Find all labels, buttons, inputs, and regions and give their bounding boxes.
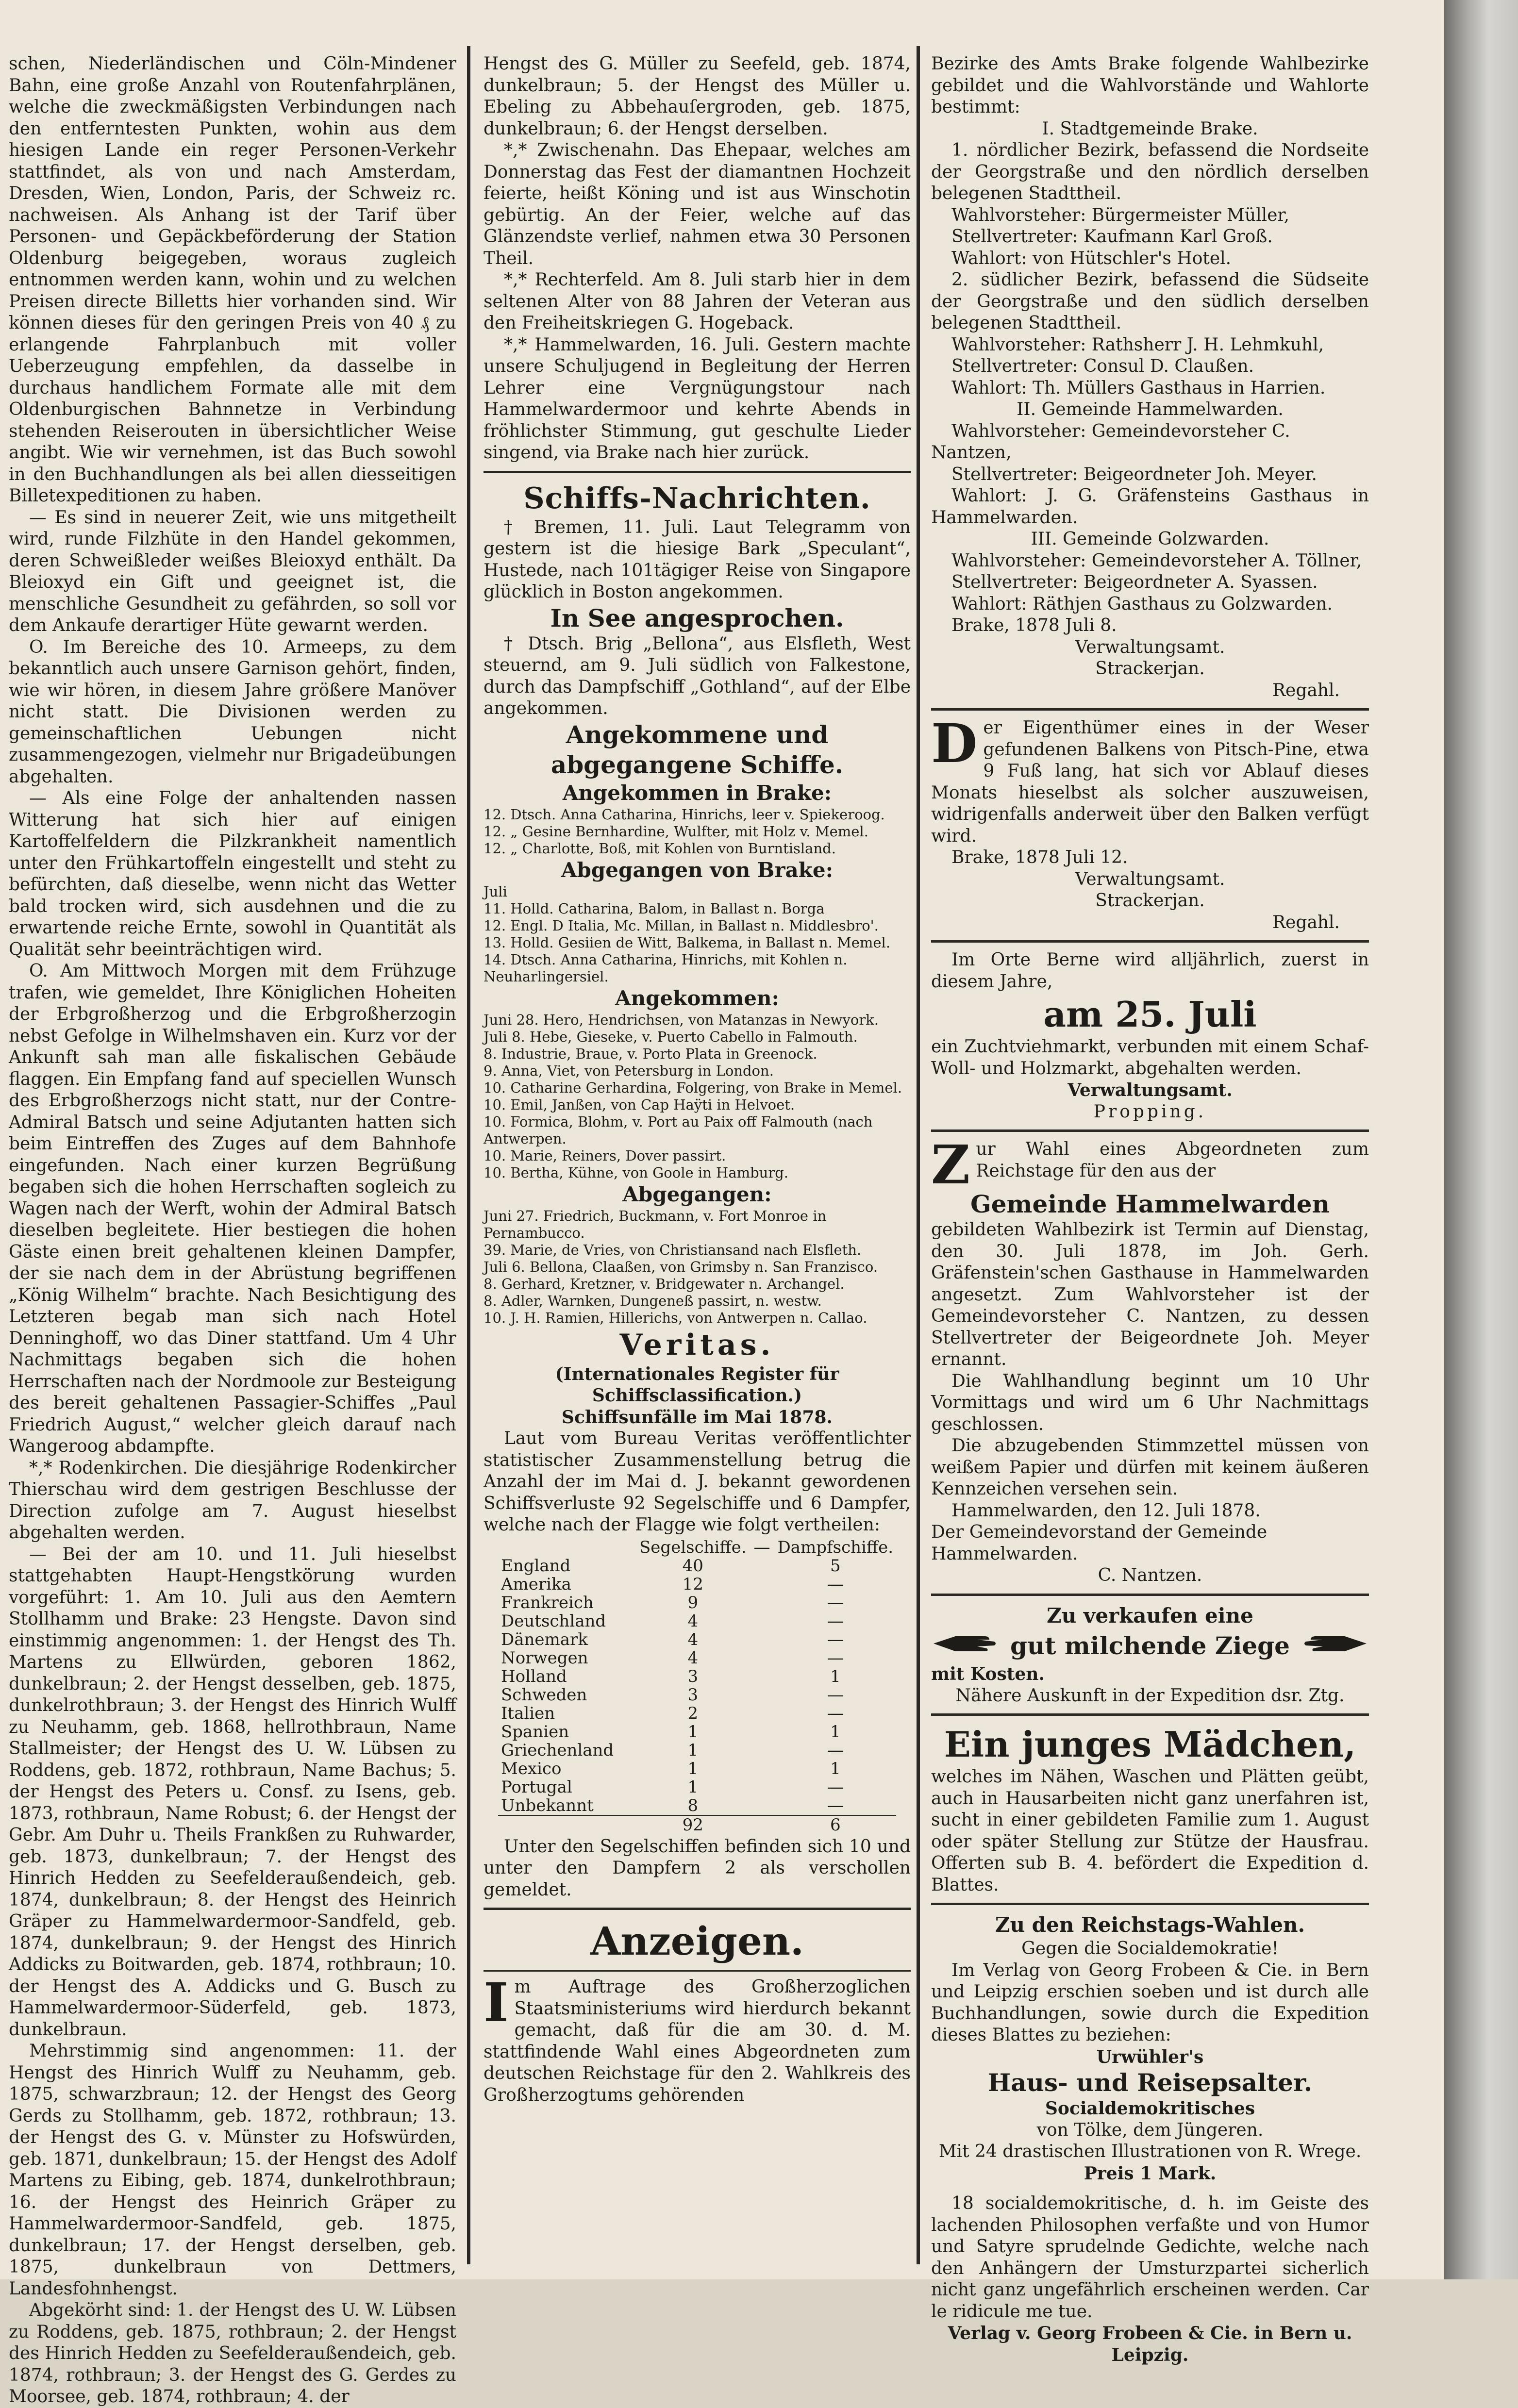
notice-heading: I. Stadtgemeinde Brake. <box>1042 118 1258 139</box>
notice-signature: Propping. <box>1093 1101 1207 1122</box>
notice-signature: Regahl. <box>1272 912 1340 932</box>
section-heading: Schiffs-Nachrichten. <box>523 481 871 515</box>
subsection-heading: Abgegangen von Brake: <box>561 858 834 882</box>
article-paragraph: Hengst des G. Müller zu Seefeld, geb. 1874, dunkelbraun; 5. der Hengst des Müller u. Ebeling zu Abbehauſergroden, geb. 1875, dunkelbraun; 6. der Hengst derselben. <box>484 54 911 139</box>
notice-date: Brake, 1878 Juli 12. <box>951 847 1128 867</box>
section-heading: Veritas. <box>619 1328 775 1362</box>
table-cell: 1 <box>830 1666 841 1686</box>
list-item: Juni 27. Friedrich, Buckmann, v. Fort Monroe in Pernambucco. <box>484 1207 827 1241</box>
table-cell: — <box>827 1629 844 1649</box>
list-item: 14. Dtsch. Anna Catharina, Hinrichs, mit Kohlen n. Neuharlingersiel. <box>484 951 848 985</box>
section-divider <box>931 1713 1369 1716</box>
list-item: 12. Dtsch. Anna Catharina, Hinrichs, leer v. Spiekeroog. <box>484 806 885 823</box>
table-cell: 4 <box>687 1648 699 1668</box>
table-header: — <box>753 1537 770 1557</box>
list-item: Juli 8. Hebe, Gieseke, v. Puerto Cabello in Falmouth. <box>484 1028 858 1045</box>
book-price: Preis 1 Mark. <box>1084 2163 1217 2184</box>
notice-paragraph: 1. nördlicher Bezirk, befassend die Nordseite der Georgstraße und den nördlich derselben belegenen Stadttheil. <box>931 140 1369 203</box>
section-heading: In See angesprochen. <box>550 603 844 632</box>
table-header-row <box>498 1538 896 1557</box>
article-paragraph: † Bremen, 11. Juli. Laut Telegramm von gestern ist die hiesige Bark „Speculant“, Hustede, nach 101tägiger Reise von Singapore glücklich in Boston angekommen. <box>484 517 911 602</box>
table-cell: — <box>827 1648 844 1668</box>
table-cell: — <box>827 1740 844 1760</box>
ad-headline: Zu den Reichstags-Wahlen. <box>995 1913 1305 1937</box>
notice-signature: C. Nantzen. <box>1098 1565 1202 1585</box>
list-item: 10. Formica, Blohm, v. Port au Paix off Falmouth (nach Antwerpen. <box>484 1113 873 1147</box>
notice-line: Stellvertreter: Beigeordneter A. Syassen. <box>951 572 1318 592</box>
article-paragraph: — Als eine Folge der anhaltenden nassen Witterung hat sich hier auf einigen Kartoffelfeldern die Pilzkrankheit namentlich unter den Frühkartoffeln eingestellt und steht zu befürchten, daß dieselbe, wenn nicht das Wetter bald trocken wird, sich ausdehnen und die zu erwartende reiche Ernte, sowohl in Quantität als Qualität sehr beeinträchtigen wird. <box>9 788 456 960</box>
subsection-heading: Abgegangen: <box>622 1182 772 1206</box>
section-divider <box>931 940 1369 943</box>
list-item: 10. Marie, Reiners, Dover passirt. <box>484 1147 726 1164</box>
notice-headline: Gemeinde Hammelwarden <box>970 1190 1330 1218</box>
table-cell: Mexico <box>501 1759 562 1778</box>
book-title: Urwühler's <box>1096 2046 1204 2067</box>
table-row <box>498 1630 896 1649</box>
article-paragraph: *,* Rodenkirchen. Die diesjährige Rodenkircher Thierschau wird dem gestrigen Beschlusse der Direction zufolge am 7. August hieselbst abgehalten werden. <box>9 1458 456 1543</box>
notice-paragraph: Bezirke des Amts Brake folgende Wahlbezirke gebildet und die Wahlvorstände und Wahlorte bestimmt: <box>931 54 1369 117</box>
column-rule <box>467 46 470 2264</box>
article-paragraph: O. Am Mittwoch Morgen mit dem Frühzuge trafen, wie gemeldet, Ihre Königlichen Hoheiten der Erbgroßherzog und die Erbgroßherzogin nebst Gefolge in Wilhelmshaven ein. Kurz vor der Ankunft sah man alle fiskalischen Gebäude flaggen. Ein Empfang fand auf speciellen Wunsch des Erbgroßherzogs nicht statt, nur der Contre-Admiral Batsch und seine Adjutanten hatten sich beim Eintreffen des Zuges auf dem Bahnhofe eingefunden. Nach einer kurzen Begrüßung begaben sich die hohen Herrschaften sogleich zu Wagen nach der Werft, wohin der Admiral Batsch dieselben begleitete. Hier bestiegen die hohen Gäste einen breit gehaltenen kleinen Dampfer, der sie nach dem in der Abrüstung begriffenen „König Wilhelm“ brachte. Nach Besichtigung des Letzteren begab man sich nach Hotel Denninghoff, wo das Diner stattfand. Um 4 Uhr Nachmittags begaben sich die hohen Herrschaften nach der Nordmoole zur Besteigung des bereit gehaltenen Passagier-Schiffes „Paul Friedrich August,“ welcher gleich darauf nach Wangeroog abdampfte. <box>9 961 456 1456</box>
table-row <box>498 1612 896 1630</box>
list-item: 8. Adler, Warnken, Dungeneß passirt, n. westw. <box>484 1292 822 1309</box>
table-cell: Frankreich <box>501 1593 594 1612</box>
column-3 <box>931 53 1369 2366</box>
table-cell: Schweden <box>501 1685 587 1705</box>
list-item: 8. Industrie, Braue, v. Porto Plata in Greenock. <box>484 1045 817 1062</box>
section-divider <box>931 1903 1369 1905</box>
table-cell: 5 <box>830 1556 841 1576</box>
table-cell: 9 <box>687 1593 699 1612</box>
notice-line: Wahlvorsteher: Gemeindevorsteher C. Nantzen, <box>931 421 1290 463</box>
table-cell <box>498 1815 636 1834</box>
ad-paragraph: Im Verlag von Georg Frobeen & Cie. in Bern und Leipzig erschien soeben und ist durch alle Buchhandlungen, sowie durch die Expedition dieses Blattes zu beziehen: <box>931 1960 1369 2045</box>
table-row <box>498 1686 896 1704</box>
notice-line: Stellvertreter: Beigeordneter Joh. Meyer. <box>951 464 1317 484</box>
table-cell: — <box>827 1795 844 1815</box>
notice-paragraph <box>931 1133 1369 1196</box>
table-cell: Amerika <box>501 1574 571 1594</box>
table-cell: England <box>501 1556 571 1576</box>
notice-line: Wahlort: von Hütschler's Hotel. <box>951 248 1232 268</box>
notice-paragraph: gebildeten Wahlbezirk ist Termin auf Dienstag, den 30. Juli 1878, im Joh. Gerh. Gräfenstein'schen Gasthause in Hammelwarden angesetzt. Zum Wahlvorsteher ist der Gemeindevorsteher C. Nantzen, zu dessen Stellvertreter der Beigeordnete Joh. Meyer ernannt. <box>931 1220 1369 1369</box>
book-binding-edge <box>1444 0 1518 2279</box>
section-divider <box>931 708 1369 711</box>
table-cell: 1 <box>830 1722 841 1742</box>
notice-signature: Regahl. <box>1272 680 1340 700</box>
notice-line: Stellvertreter: Kaufmann Karl Groß. <box>951 227 1273 247</box>
table-row <box>498 1649 896 1667</box>
table-cell: — <box>827 1777 844 1797</box>
list-item: 11. Holld. Catharina, Balom, in Ballast n. Borga <box>484 900 825 917</box>
notice-text: er Eigenthümer eines in der Weser gefundenen Balkens von Pitsch-Pine, etwa 9 Fuß lang, hat sich vor Ablauf dieses Monats hieselbst als solcher auszuweisen, widrigenfalls anderweit über den Balken verfügt wird. <box>931 718 1369 846</box>
article-paragraph: Abgekörht sind: 1. der Hengst des U. W. Lübsen zu Roddens, geb. 1875, rothbraun; 2. der Hengst des Hinrich Hedden zu Seefelderaußendeich, geb. 1874, rothbraun; 3. der Hengst des G. Gerdes zu Moorsee, geb. 1874, rothbraun; 4. der <box>9 2300 456 2407</box>
list-item: 13. Holld. Gesiien de Witt, Balkema, in Ballast n. Memel. <box>484 934 891 951</box>
ad-line: Nähere Auskunft in der Expedition dsr. Ztg. <box>955 1685 1345 1706</box>
ad-headline: gut milchende Ziege <box>1010 1631 1290 1661</box>
ship-list <box>484 806 911 857</box>
table-cell: 6 <box>830 1815 841 1835</box>
table-row <box>498 1557 896 1575</box>
list-item: 10. Emil, Janßen, von Cap Haÿti in Helvoet. <box>484 1096 795 1113</box>
column-rule <box>917 46 920 2264</box>
table-row <box>498 1796 896 1815</box>
notice-heading: II. Gemeinde Hammelwarden. <box>1017 399 1284 419</box>
table-row <box>498 1575 896 1594</box>
book-title: Socialdemokritisches <box>1045 2098 1255 2119</box>
table-total-row <box>498 1815 896 1834</box>
section-subheading: (Internationales Register für Schiffsclassification.) <box>555 1363 839 1406</box>
list-item: Juli <box>484 883 507 900</box>
pointing-hand-icon <box>931 1629 999 1664</box>
notice-paragraph: Im Orte Berne wird alljährlich, zuerst in diesem Jahre, <box>931 950 1369 992</box>
table-cell: Portugal <box>501 1777 572 1797</box>
article-paragraph: † Dtsch. Brig „Bellona“, aus Elsfleth, West steuernd, am 9. Juli südlich von Falkestone, durch das Dampfschiff „Gothland“, auf der Elbe angekommen. <box>484 633 911 718</box>
list-item: 10. J. H. Ramien, Hillerichs, von Antwerpen n. Callao. <box>484 1309 867 1326</box>
table-cell: 1 <box>830 1759 841 1778</box>
table-cell: 3 <box>687 1666 699 1686</box>
table-cell: — <box>827 1593 844 1612</box>
list-item: Juli 6. Bellona, Claaßen, von Grimsby n. San Franzisco. <box>484 1258 878 1275</box>
table-row <box>498 1667 896 1686</box>
list-item: 10. Bertha, Kühne, von Goole in Hamburg. <box>484 1164 789 1181</box>
notice-paragraph: Die abzugebenden Stimmzettel müssen von weißem Papier und dürfen mit keinem äußeren Kennzeichen versehen sein. <box>931 1436 1369 1499</box>
notice-text: ur Wahl eines Abgeordneten zum Reichstage für den aus der <box>976 1139 1369 1181</box>
table-cell: 12 <box>682 1574 703 1594</box>
notice-paragraph <box>931 712 1369 847</box>
table-cell: Deutschland <box>501 1611 606 1631</box>
table-cell: Norwegen <box>501 1648 588 1668</box>
column-1 <box>9 53 456 2408</box>
section-divider <box>931 1594 1369 1596</box>
ship-list <box>484 1012 911 1181</box>
notice-date: Hammelwarden, den 12. Juli 1878. <box>951 1500 1261 1521</box>
section-subheading: Schiffsunfälle im Mai 1878. <box>562 1407 833 1428</box>
table-row <box>498 1760 896 1778</box>
article-paragraph: *,* Hammelwarden, 16. Juli. Gestern machte unsere Schuljugend in Begleitung der Herren Lehrer eine Vergnügungstour nach Hammelwardermoor und kehrte Abends in fröhlichster Stimmung, gut geschulte Lieder singend, via Brake nach hier zurück. <box>484 334 911 463</box>
table-cell: 92 <box>682 1815 703 1835</box>
article-paragraph: — Es sind in neuerer Zeit, wie uns mitgetheilt wird, runde Filzhüte in den Handel gekommen, deren Schweißleder weißes Bleioxyd enthält. Da Bleioxyd ein Gift und geeignet ist, die menschliche Gesundheit zu gefährden, so soll vor dem Ankaufe derartiger Hüte gewarnt werden. <box>9 507 456 635</box>
section-divider <box>931 1129 1369 1132</box>
table-cell: 1 <box>687 1740 699 1760</box>
section-heading: Anzeigen. <box>590 1918 804 1964</box>
article-paragraph: Unter den Segelschiffen befinden sich 10 und unter den Dampfern 2 als verschollen gemeldet. <box>484 1836 911 1900</box>
book-author: von Tölke, dem Jüngeren. <box>1036 2120 1264 2140</box>
pointing-hand-icon <box>1301 1629 1369 1664</box>
notice-date: Brake, 1878 Juli 8. <box>951 615 1117 635</box>
ad-headline: Zu verkaufen eine <box>1047 1603 1253 1627</box>
notice-text: m Auftrage des Großherzoglichen Staatsministeriums wird hierdurch bekannt gemacht, daß für die am 30. d. M. stattfindende Wahl eines Abgeordneten zum deutschen Reichstage für den 2. Wahlkreis des Großherzogtums gehörenden <box>484 1977 911 2105</box>
table-row <box>498 1778 896 1796</box>
ship-list <box>484 1208 911 1327</box>
section-heading: Angekommene und <box>566 720 829 749</box>
table-cell: — <box>827 1685 844 1705</box>
table-cell: 1 <box>687 1722 699 1742</box>
list-item: 8. Gerhard, Kretzner, v. Bridgewater n. Archangel. <box>484 1275 845 1292</box>
publisher-line: Verlag v. Georg Frobeen & Cie. in Bern u. Leipzig. <box>948 2323 1352 2365</box>
losses-table <box>498 1538 896 1834</box>
notice-authority: Der Gemeindevorstand der Gemeinde Hammelwarden. <box>931 1522 1268 1564</box>
notice-paragraph: 2. südlicher Bezirk, befassend die Südseite der Georgstraße und den südlich derselben belegenen Stadttheil. <box>931 270 1369 333</box>
table-cell: — <box>827 1574 844 1594</box>
table-row <box>498 1723 896 1741</box>
column-2 <box>484 53 911 2106</box>
drop-cap: D <box>931 712 978 775</box>
table-cell: 8 <box>687 1795 699 1815</box>
table-header: Dampfschiffe. <box>777 1537 893 1557</box>
table-cell: — <box>827 1703 844 1723</box>
ad-paragraph: 18 socialdemokritische, d. h. im Geiste des lachenden Philosophen verfaßte und von Humor und Satyre sprudelnde Gedichte, welche nach den Anhängern der Umsturzpartei sicherlich nicht ganz ungefährlich erscheinen werden. Car le ridicule me tue. <box>931 2193 1369 2322</box>
list-item: 12. „ Gesine Bernhardine, Wulfter, mit Holz v. Memel. <box>484 823 868 840</box>
table-cell: Holland <box>501 1666 567 1686</box>
notice-line: Wahlvorsteher: Bürgermeister Müller, <box>951 205 1290 225</box>
table-row <box>498 1594 896 1612</box>
table-cell: 4 <box>687 1611 699 1631</box>
notice-paragraph <box>484 1971 911 2106</box>
table-cell: Italien <box>501 1703 555 1723</box>
list-item: 12. „ Charlotte, Boß, mit Kohlen von Burntisland. <box>484 840 836 857</box>
drop-cap: Z <box>931 1133 970 1196</box>
list-item: 39. Marie, de Vries, von Christiansand nach Elsfleth. <box>484 1241 862 1258</box>
section-heading: abgegangene Schiffe. <box>550 750 844 779</box>
ad-headline: Ein junges Mädchen, <box>944 1724 1356 1765</box>
section-divider <box>484 1908 911 1910</box>
notice-authority: Verwaltungsamt. <box>1068 1080 1233 1100</box>
table-cell: 40 <box>682 1556 703 1576</box>
notice-paragraph: ein Zuchtviehmarkt, verbunden mit einem Schaf- Woll- und Holzmarkt, abgehalten werden. <box>931 1037 1369 1079</box>
notice-line: Wahlort: J. G. Gräfensteins Gasthaus in Hammelwarden. <box>931 486 1369 528</box>
table-header: Segelschiffe. <box>639 1537 747 1557</box>
list-item: Juni 28. Hero, Hendrichsen, von Matanzas in Newyork. <box>484 1011 879 1028</box>
article-paragraph: Mehrstimmig sind angenommen: 11. der Hengst des Hinrich Wulff zu Neuhamm, geb. 1875, schwarzbraun; 12. der Hengst des Georg Gerds zu Stollhamm, geb. 1872, rothbraun; 13. der Hengst des G. v. Münster zu Hofswürden, geb. 1871, dunkelbraun; 15. der Hengst des Adolf Martens zu Eibing, geb. 1874, dunkelrothbraun; 16. der Hengst des Heinrich Gräper zu Hammelwardermoor-Sandfeld, geb. 1875, dunkelbraun; 17. der Hengst derselben, geb. 1875, dunkelbraun von Dettmers, Landesfohnhengst. <box>9 2041 456 2299</box>
ad-line: Gegen die Socialdemokratie! <box>1021 1939 1279 1959</box>
table-cell: — <box>827 1611 844 1631</box>
notice-paragraph: Die Wahlhandlung beginnt um 10 Uhr Vormittags und wird um 6 Uhr Nachmittags geschlossen. <box>931 1371 1369 1434</box>
table-row <box>498 1741 896 1760</box>
section-divider <box>484 1970 911 1972</box>
ad-line: mit Kosten. <box>931 1664 1045 1684</box>
notice-signature: Strackerjan. <box>1095 659 1205 679</box>
article-paragraph: *,* Rechterfeld. Am 8. Juli starb hier in dem seltenen Alter von 88 Jahren der Veteran aus den Freiheitskriegen G. Hogeback. <box>484 270 911 333</box>
list-item: 9. Anna, Viet, von Petersburg in London. <box>484 1062 774 1079</box>
table-cell: Griechenland <box>501 1740 614 1760</box>
notice-line: Wahlort: Th. Müllers Gasthaus in Harrien. <box>951 378 1326 398</box>
table-cell: Dänemark <box>501 1629 588 1649</box>
table-cell: 4 <box>687 1629 699 1649</box>
list-item: 10. Catharine Gerhardina, Folgering, von Brake in Memel. <box>484 1079 902 1096</box>
notice-heading: III. Gemeinde Golzwarden. <box>1031 529 1269 549</box>
ad-paragraph: welches im Nähen, Waschen und Plätten geübt, auch in Hausarbeiten nicht ganz unerfahren ist, sucht in einer gebildeten Familie zum 1. August oder später Stellung zur Stütze der Hausfrau. Offerten sub B. 4. befördert die Expedition d. Blattes. <box>931 1767 1369 1895</box>
table-header <box>498 1538 636 1557</box>
notice-line: Wahlvorsteher: Gemeindevorsteher A. Töllner, <box>951 550 1362 571</box>
article-paragraph: *,* Zwischenahn. Das Ehepaar, welches am Donnerstag das Fest der diamantnen Hochzeit feierte, heißt Köning und ist aus Winschotin gebürtig. An der Feier, welche auf das Glänzendste verlief, nahmen etwa 30 Personen Theil. <box>484 140 911 268</box>
notice-headline: am 25. Juli <box>1043 994 1257 1035</box>
table-cell: 1 <box>687 1777 699 1797</box>
article-paragraph: schen, Niederländischen und Cöln-Mindener Bahn, eine große Anzahl von Routenfahrplänen, welche die zweckmäßigsten Verbindungen nach den entferntesten Punkten, wohin aus dem hiesigen Lande ein reger Personen-Verkehr stattfindet, als von und nach Amsterdam, Dresden, Wien, London, Paris, der Schweiz rc. nachweisen. Als Anhang ist der Tarif über Personen- und Gepäckbeförderung der Station Oldenburg beigegeben, woraus zugleich entnommen werden kann, wohin und zu welchen Preisen directe Billetts hier vorhanden sind. Wir können dieses für den geringen Preis von 40 ₰ zu erlangende Fahrplanbuch mit voller Ueberzeugung empfehlen, da dasselbe in durchaus handlichem Formate alle mit dem Oldenburgischen Bahnnetze in Verbindung stehenden Reiserouten in übersichtlicher Weise angibt. Wie wir vernehmen, ist das Buch sowohl in den Buchhandlungen als bei allen diesseitigen Billetexpeditionen zu haben. <box>9 54 456 506</box>
notice-line: Wahlort: Räthjen Gasthaus zu Golzwarden. <box>951 594 1333 614</box>
table-cell: Spanien <box>501 1722 569 1742</box>
notice-line: Stellvertreter: Consul D. Claußen. <box>951 356 1254 376</box>
notice-signature: Strackerjan. <box>1095 891 1205 911</box>
article-paragraph: O. Im Bereiche des 10. Armeeps, zu dem bekanntlich auch unsere Garnison gehört, finden, wie wir hören, in diesem Jahre größere Manöver nicht statt. Die Divisionen werden zu gemeinschaftlichen Uebungen nicht zusammengezogen, vielmehr nur Brigadeübungen abgehalten. <box>9 637 456 787</box>
ship-list <box>484 883 911 985</box>
article-paragraph: — Bei der am 10. und 11. Juli hieselbst stattgehabten Haupt-Hengstkörung wurden vorgeführt: 1. Am 10. Juli aus den Aemtern Stollhamm und Brake: 23 Hengste. Davon sind einstimmig angenommen: 1. der Hengst des Th. Martens zu Ellwürden, geboren 1862, dunkelbraun; 2. der Hengst desselben, geb. 1875, dunkelrothbraun; 3. der Hengst des Hinrich Wulff zu Neuhamm, geb. 1868, hellrothbraun, Name Stallmeister; der Hengst des U. W. Lübsen zu Roddens, geb. 1872, rothbraun, Name Bachus; 5. der Hengst des Peters u. Consf. zu Isens, geb. 1873, rothbraun, Name Robust; 6. der Hengst der Gebr. Am Duhr u. Theils Frankßen zu Ruhwarder, geb. 1873, dunkelbraun; 7. der Hengst des Hinrich Hedden zu Seefelderaußendeich, geb. 1874, dunkelbraun; 8. der Hengst des Heinrich Gräper zu Hammelwardermoor-Sandfeld, geb. 1874, dunkelbraun; 9. der Hengst des Hinrich Addicks zu Boitwarden, geb. 1874, rothbraun; 10. der Hengst des A. Addicks und G. Busch zu Hammelwardermoor-Süderfeld, geb. 1873, dunkelbraun. <box>9 1544 456 2040</box>
ad-line <box>931 1629 1369 1664</box>
subsection-heading: Angekommen in Brake: <box>562 781 832 805</box>
section-divider <box>484 471 911 473</box>
notice-line: Wahlvorsteher: Rathsherr J. H. Lehmkuhl, <box>951 334 1324 355</box>
table-cell: 2 <box>687 1703 699 1723</box>
table-row <box>498 1704 896 1723</box>
list-item: 12. Engl. D Italia, Mc. Millan, in Ballast n. Middlesbro'. <box>484 917 879 934</box>
drop-cap: I <box>484 1971 509 2034</box>
table-cell: 3 <box>687 1685 699 1705</box>
notice-authority: Verwaltungsamt. <box>1075 869 1225 889</box>
table-cell: Unbekannt <box>501 1795 594 1815</box>
table-cell: 1 <box>687 1759 699 1778</box>
book-illustrations: Mit 24 drastischen Illustrationen von R. Wrege. <box>938 2142 1362 2161</box>
notice-authority: Verwaltungsamt. <box>1075 637 1225 657</box>
article-paragraph: Laut vom Bureau Veritas veröffentlichter statistischer Zusammenstellung betrug die Anzahl der im Mai d. J. bekannt gewordenen Schiffsverluste 92 Segelschiffe und 6 Dampfer, welche nach der Flagge wie folgt vertheilen: <box>484 1428 911 1535</box>
book-title: Haus- und Reisepsalter. <box>987 2068 1313 2097</box>
subsection-heading: Angekommen: <box>615 986 779 1010</box>
